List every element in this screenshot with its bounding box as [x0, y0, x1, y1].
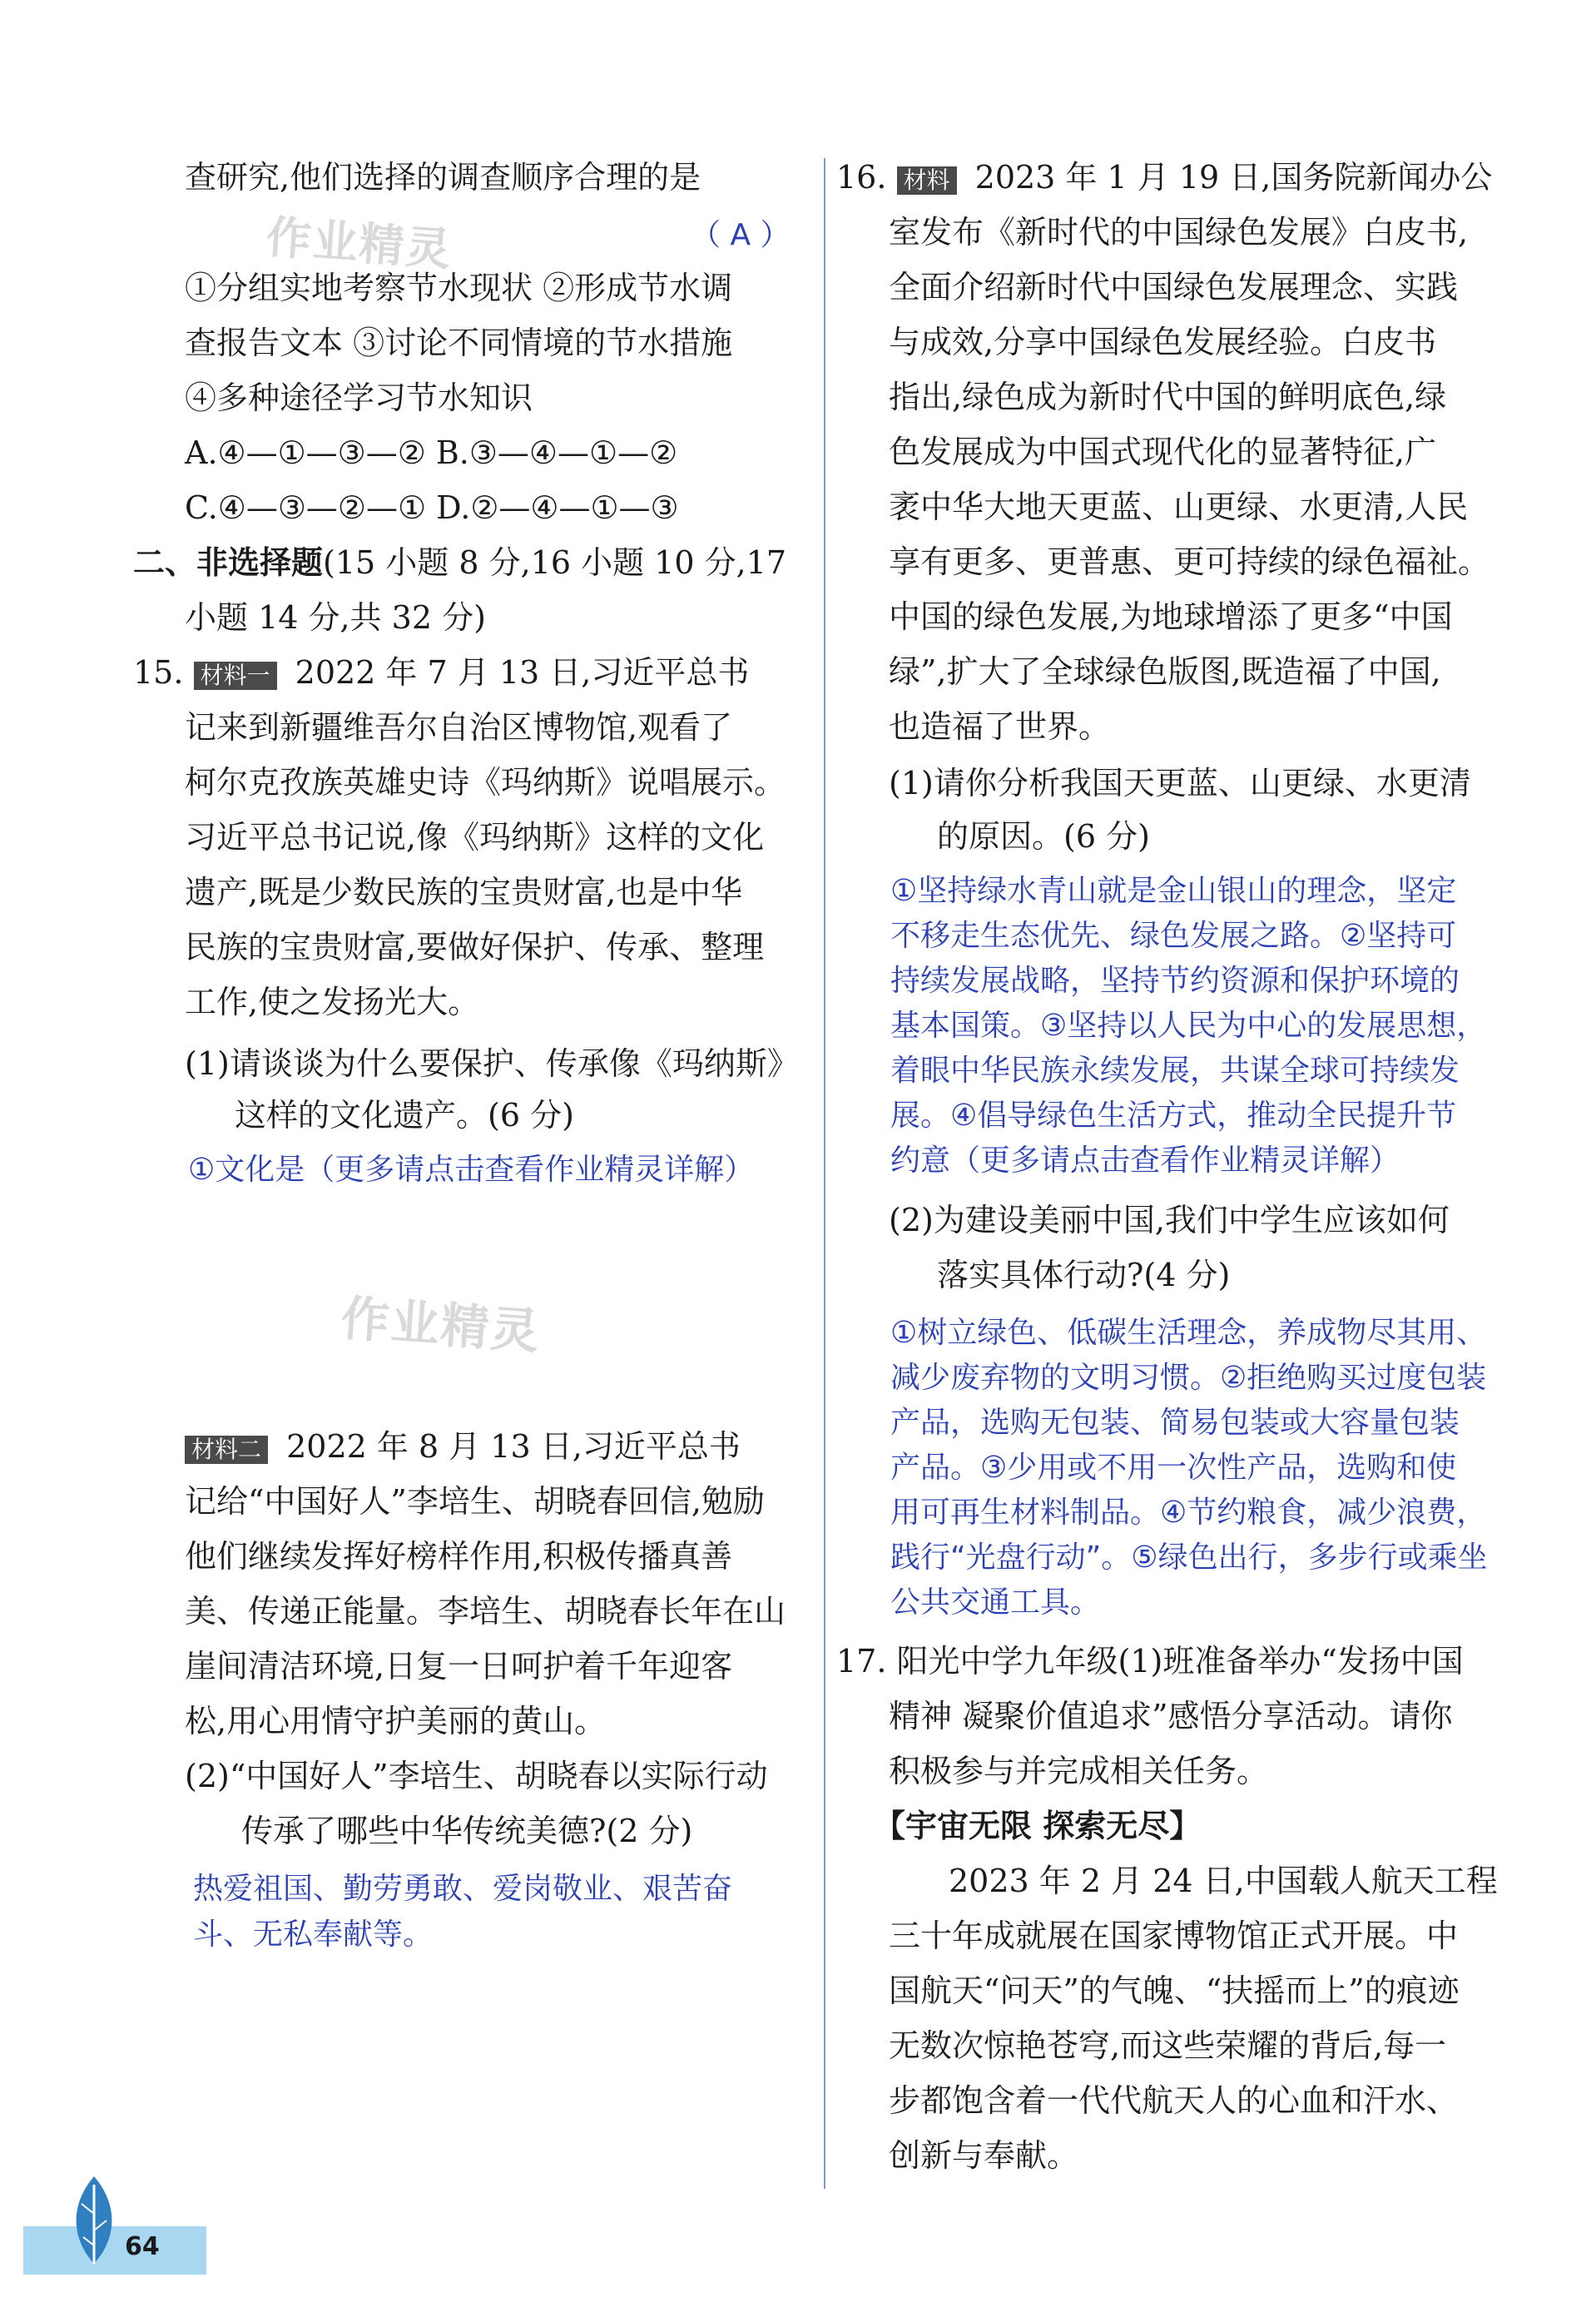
- q15-m1-line: 工作,使之发扬光大。: [185, 984, 480, 1020]
- q15-sub2-answer: 热爱祖国、勤劳勇敢、爱岗敬业、艰苦奋: [193, 1872, 733, 1906]
- q14-items-3: ④多种途径学习节水知识: [185, 380, 533, 416]
- q16-sub1-answer: 着眼中华民族永续发展，共谋全球可持续发: [890, 1054, 1460, 1088]
- q15-m2-line: 记给“中国好人”李培生、胡晓春回信,勉励: [185, 1483, 765, 1520]
- q16-sub2-answer: 产品，选购无包装、简易包装或大容量包装: [890, 1406, 1460, 1440]
- q16-sub1-question-2: 的原因。(6 分): [937, 818, 1150, 855]
- q15-m1-line: 2022 年 7 月 13 日,习近平总书: [295, 654, 750, 691]
- q17-line: 17. 阳光中学九年级(1)班准备举办“发扬中国: [836, 1643, 1464, 1679]
- watermark: 作业精灵: [264, 211, 454, 276]
- q15-m1-line: 遗产,既是少数民族的宝贵财富,也是中华: [185, 874, 743, 910]
- q15-m1-line: 民族的宝贵财富,要做好保护、传承、整理: [185, 929, 765, 965]
- q16-sub2-answer: 公共交通工具。: [890, 1585, 1101, 1620]
- q16-sub2-answer: 用可再生材料制品。④节约粮食，减少浪费，: [890, 1496, 1487, 1530]
- q16-sub1-answer: 基本国策。③坚持以人民为中心的发展思想，: [890, 1009, 1487, 1043]
- q15-sub1-answer[interactable]: ①文化是（更多请点击查看作业精灵详解）: [188, 1153, 755, 1187]
- q17-paragraph-line: 2023 年 2 月 24 日,中国载人航天工程: [949, 1863, 1498, 1899]
- leaf-icon: [65, 2172, 123, 2272]
- q14-items-1: ①分组实地考察节水现状 ②形成节水调: [185, 270, 733, 306]
- q15-m2-line: 美、传递正能量。李培生、胡晓春长年在山: [185, 1593, 786, 1630]
- q16-line: 色发展成为中国式现代化的显著特征,广: [889, 434, 1437, 470]
- q16-sub2-answer: 产品。③少用或不用一次性产品，选购和使: [890, 1451, 1457, 1485]
- q15-m1-line: 习近平总书记说,像《玛纳斯》这样的文化: [185, 819, 765, 856]
- q17-line: 精神 凝聚价值追求”感悟分享活动。请你: [889, 1698, 1453, 1734]
- q15-sub2-answer: 斗、无私奉献等。: [193, 1918, 434, 1952]
- q16-sub1-answer: 不移走生态优先、绿色发展之路。②坚持可: [890, 919, 1457, 953]
- q16-sub1-answer: ①坚持绿水青山就是金山银山的理念，坚定: [890, 874, 1457, 908]
- q16-sub1-answer: 展。④倡导绿色生活方式，推动全民提升节: [890, 1099, 1457, 1133]
- q16-line: 指出,绿色成为新时代中国的鲜明底色,绿: [889, 379, 1447, 415]
- q14-options-cd: C.④—③—②—① D.②—④—①—③: [185, 489, 679, 526]
- q17-section-heading: 【宇宙无限 探索无尽】: [874, 1808, 1202, 1844]
- q14-answer: （ A ）: [691, 218, 791, 252]
- q16-line: 2023 年 1 月 19 日,国务院新闻办公: [974, 159, 1493, 196]
- q15-sub2-question: (2)“中国好人”李培生、胡晓春以实际行动: [185, 1758, 768, 1794]
- section2-heading: [133, 543, 786, 582]
- page-number: 64: [125, 2232, 160, 2261]
- q16-line: 袤中华大地天更蓝、山更绿、水更清,人民: [889, 489, 1469, 525]
- q16-sub1-answer-more-link[interactable]: 约意（更多请点击查看作业精灵详解）: [890, 1144, 1400, 1178]
- q15-m1-line: 记来到新疆维吾尔自治区博物馆,观看了: [185, 709, 733, 746]
- q16-number: 16.: [836, 159, 887, 196]
- q17-paragraph-line: 创新与奉献。: [889, 2137, 1079, 2174]
- q16-sub2-answer: ①树立绿色、低碳生活理念，养成物尽其用、: [890, 1316, 1487, 1350]
- section2-title: 二、非选择题: [133, 544, 324, 581]
- q15-material-tag-2: 材料二: [185, 1436, 268, 1464]
- q16-sub2-answer: 减少废弃物的文明习惯。②拒绝购买过度包装: [890, 1361, 1487, 1395]
- q16-sub1-answer: 持续发展战略，坚持节约资源和保护环境的: [890, 964, 1460, 998]
- q16-line: 绿”,扩大了全球绿色版图,既造福了中国,: [889, 653, 1441, 690]
- q14-items-2: 查报告文本 ③讨论不同情境的节水措施: [185, 325, 733, 361]
- q14-options-ab: A.④—①—③—② B.③—④—①—②: [185, 434, 678, 471]
- q15-m2-line: 崖间清洁环境,日复一日呵护着千年迎客: [185, 1648, 733, 1684]
- q16-sub2-answer: 践行“光盘行动”。⑤绿色出行，多步行或乘坐: [890, 1541, 1488, 1575]
- q17-line: 积极参与并完成相关任务。: [889, 1753, 1269, 1789]
- q16-line: 与成效,分享中国绿色发展经验。白皮书: [889, 324, 1437, 360]
- q16-line: 全面介绍新时代中国绿色发展理念、实践: [889, 269, 1459, 305]
- q16-sub2-question: (2)为建设美丽中国,我们中学生应该如何: [889, 1202, 1450, 1238]
- q15-m2-header: [185, 1427, 741, 1466]
- column-divider: [824, 158, 825, 2189]
- q15-sub1-question: (1)请谈谈为什么要保护、传承像《玛纳斯》: [185, 1045, 799, 1082]
- q16-line: 中国的绿色发展,为地球增添了更多“中国: [889, 598, 1453, 635]
- q15-m2-line: 2022 年 8 月 13 日,习近平总书: [286, 1428, 741, 1465]
- q15-material-tag-1: 材料一: [194, 662, 277, 690]
- q15-m1-line: 柯尔克孜族英雄史诗《玛纳斯》说唱展示。: [185, 764, 786, 801]
- q15-m2-line: 松,用心用情守护美丽的黄山。: [185, 1703, 607, 1739]
- q16-line: 也造福了世界。: [889, 708, 1111, 745]
- q16-sub2-question-2: 落实具体行动?(4 分): [937, 1257, 1231, 1293]
- q17-paragraph-line: 三十年成就展在国家博物馆正式开展。中: [889, 1918, 1459, 1954]
- q15-m2-line: 他们继续发挥好榜样作用,积极传播真善: [185, 1538, 733, 1575]
- watermark: 作业精灵: [339, 1289, 543, 1361]
- q15-number: 15.: [133, 654, 184, 691]
- q14-intro: 查研究,他们选择的调查顺序合理的是: [185, 159, 701, 196]
- q17-paragraph-line: 无数次惊艳苍穹,而这些荣耀的背后,每一: [889, 2027, 1447, 2064]
- q16-sub1-question: (1)请你分析我国天更蓝、山更绿、水更清: [889, 765, 1471, 801]
- q17-paragraph-line: 国航天“问天”的气魄、“扶摇而上”的痕迹: [889, 1972, 1460, 2009]
- q15-sub1-question-2: 这样的文化遗产。(6 分): [235, 1097, 574, 1134]
- q16-line: 享有更多、更普惠、更可持续的绿色福祉。: [889, 543, 1490, 580]
- section2-detail: (15 小题 8 分,16 小题 10 分,17: [323, 544, 787, 581]
- q16-header: [836, 158, 1492, 196]
- q17-paragraph-line: 步都饱含着一代代航天人的心血和汗水、: [889, 2082, 1459, 2119]
- q15-header: [133, 653, 749, 692]
- q15-sub2-question-2: 传承了哪些中华传统美德?(2 分): [241, 1813, 693, 1849]
- q16-material-tag: 材料: [897, 166, 957, 195]
- section2-detail-2: 小题 14 分,共 32 分): [185, 599, 486, 636]
- q16-line: 室发布《新时代的中国绿色发展》白皮书,: [889, 214, 1469, 251]
